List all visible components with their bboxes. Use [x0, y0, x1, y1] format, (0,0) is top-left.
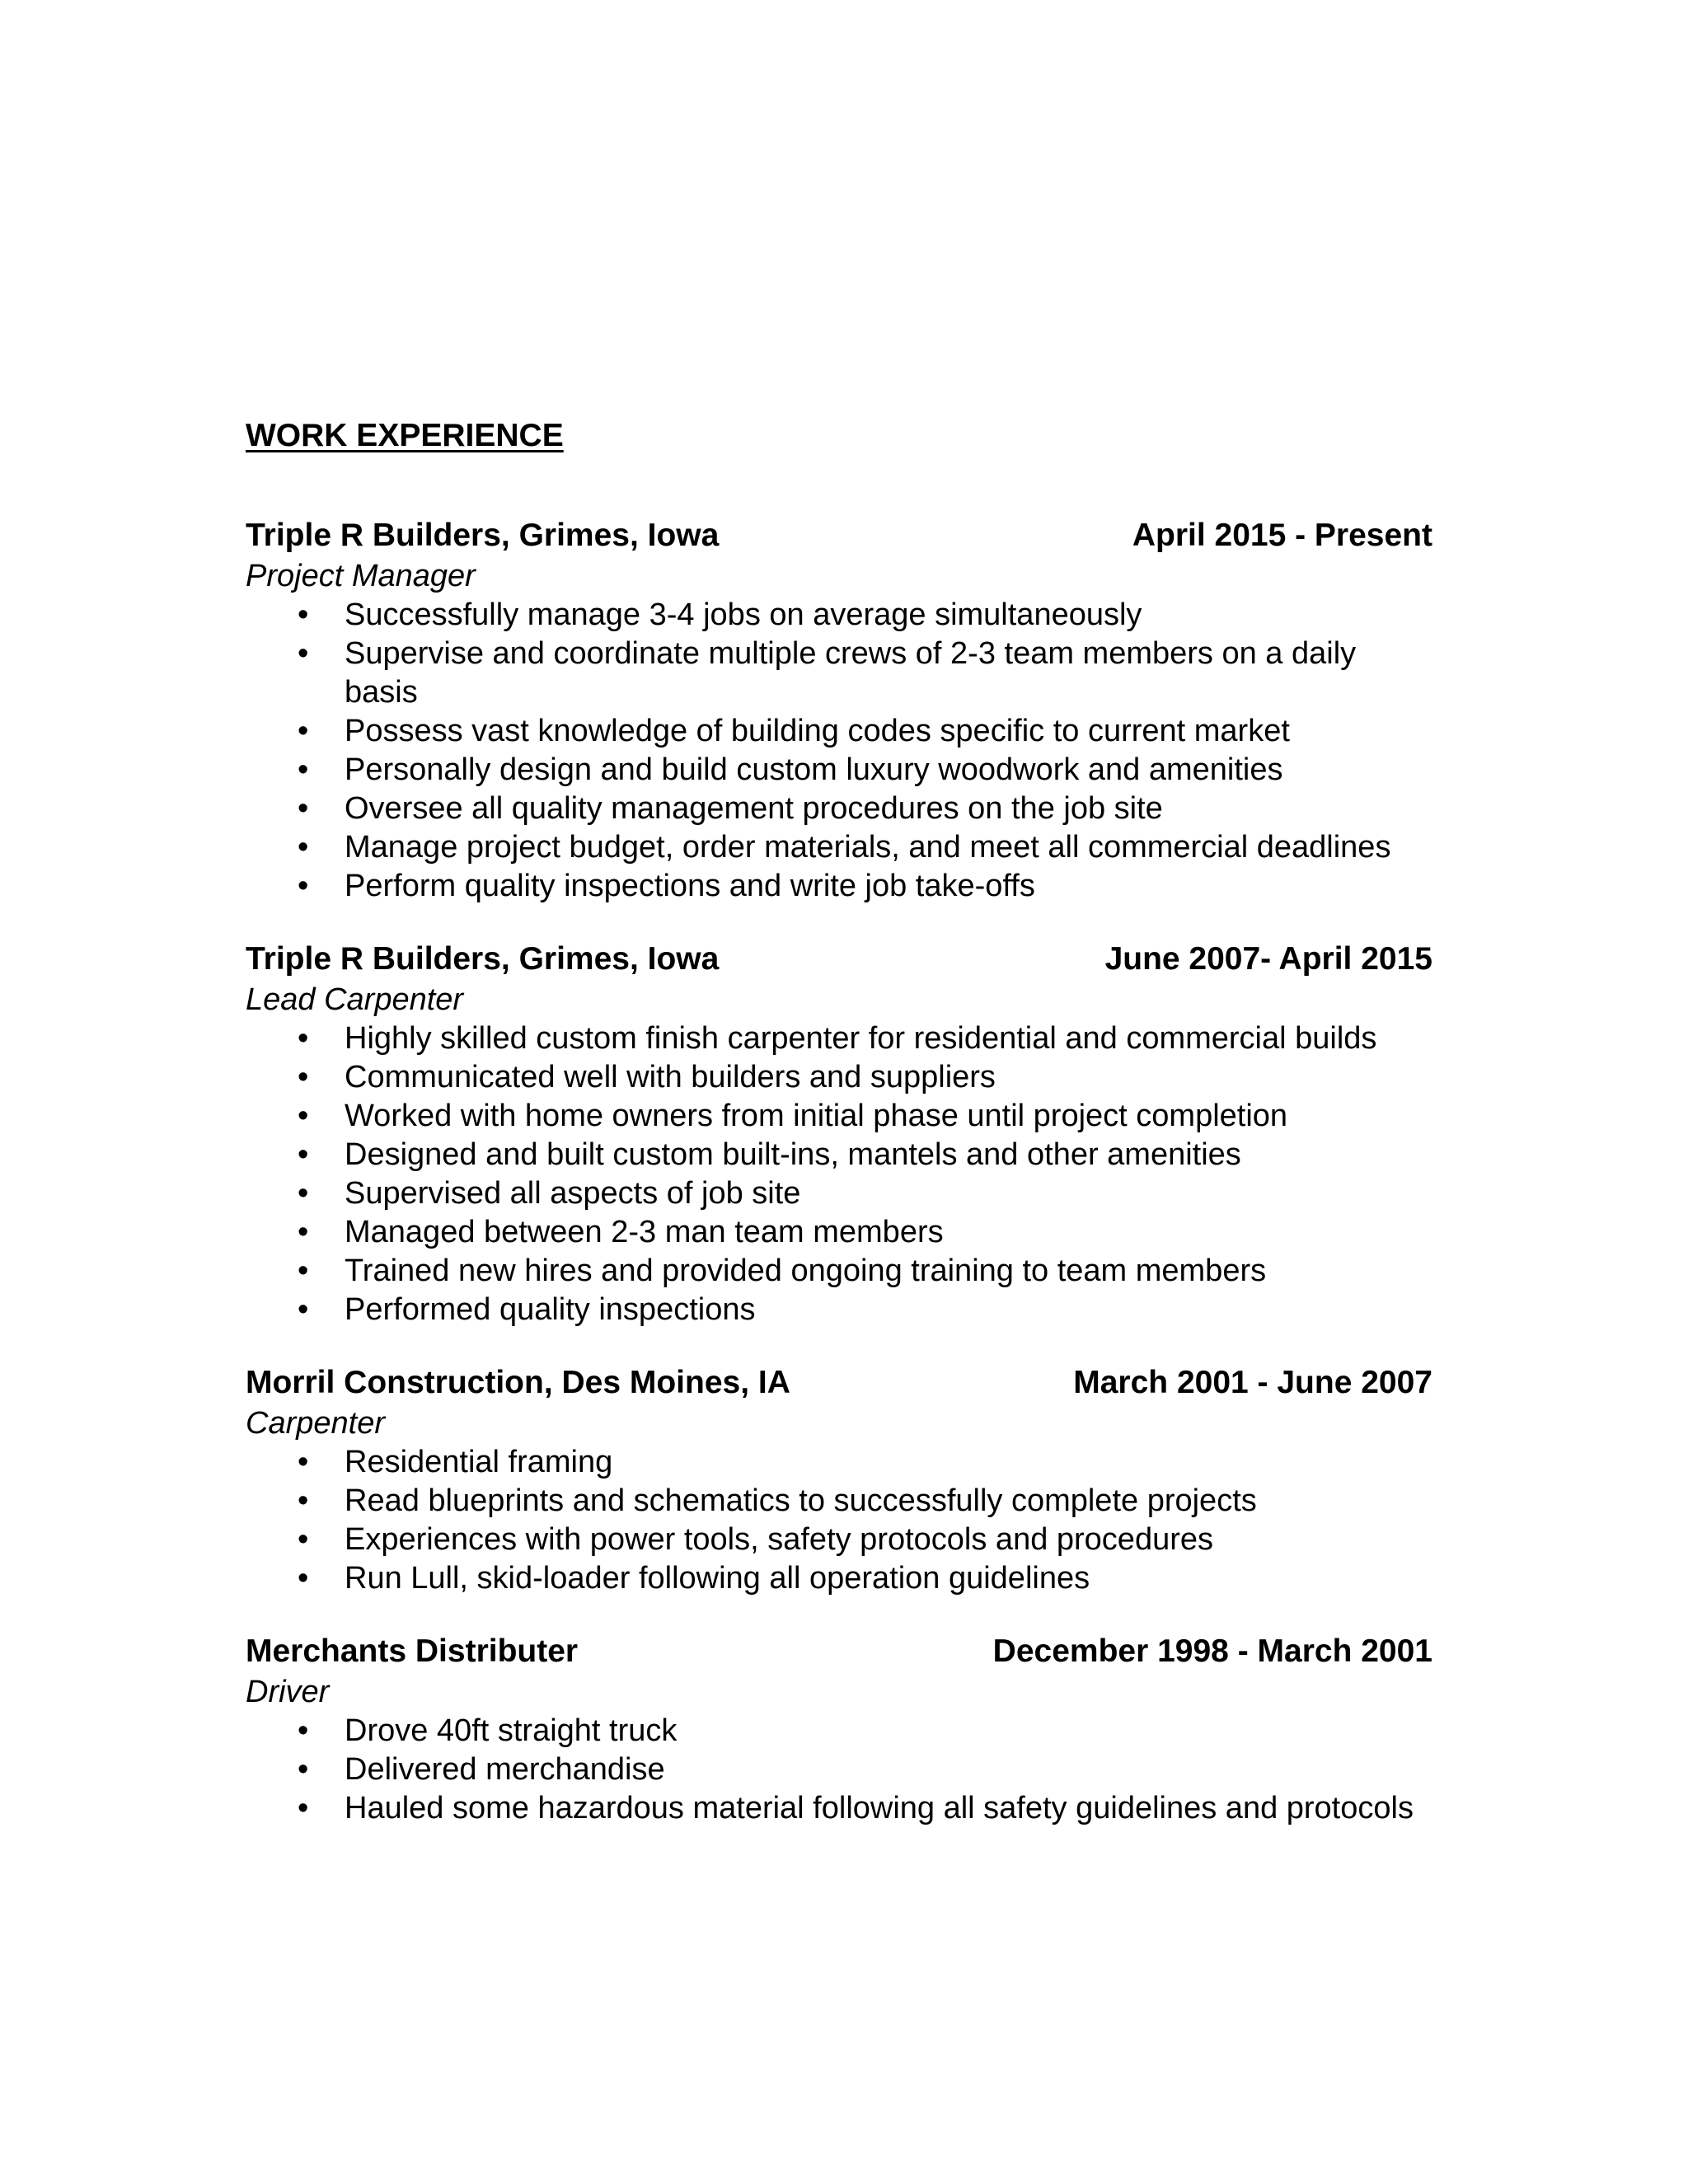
bullet-icon: •: [298, 1254, 309, 1288]
list-item: [246, 751, 1432, 790]
bullet-icon: •: [298, 1561, 309, 1596]
list-item: [246, 1058, 1432, 1097]
list-item: [246, 1252, 1432, 1291]
bullet-text: Experiences with power tools, safety protocols and procedures: [345, 1522, 1213, 1557]
job-title: Carpenter: [246, 1406, 385, 1441]
bullet-text: Run Lull, skid-loader following all operation guidelines: [345, 1561, 1090, 1596]
bullet-text: Personally design and build custom luxury woodwork and amenities: [345, 752, 1283, 787]
job-title: Lead Carpenter: [246, 982, 464, 1017]
list-item: [246, 635, 1432, 712]
job-header: [246, 1631, 1432, 1672]
bullet-text: Read blueprints and schematics to successfully complete projects: [345, 1483, 1257, 1518]
bullet-text: Supervised all aspects of job site: [345, 1176, 801, 1211]
bullet-text: Residential framing: [345, 1445, 613, 1479]
job-entry: [246, 1362, 1432, 1598]
job-dates: April 2015 - Present: [1132, 518, 1432, 553]
job-company: Morril Construction, Des Moines, IA: [246, 1365, 790, 1400]
bullet-icon: •: [298, 1713, 309, 1748]
bullet-text: Communicated well with builders and suppliers: [345, 1060, 996, 1094]
bullet-text: Oversee all quality management procedures on the job site: [345, 791, 1163, 826]
bullet-icon: •: [298, 1060, 309, 1094]
job-company: Triple R Builders, Grimes, Iowa: [246, 518, 720, 553]
job-header: [246, 1362, 1432, 1404]
bullet-icon: •: [298, 1137, 309, 1172]
bullet-icon: •: [298, 869, 309, 903]
job-header: [246, 939, 1432, 980]
list-item: [246, 1750, 1432, 1789]
job-entry: [246, 939, 1432, 1329]
bullet-text: Manage project budget, order materials, and meet all commercial deadlines: [345, 830, 1391, 865]
job-company: Merchants Distributer: [246, 1633, 579, 1669]
job-bullet-list: [246, 596, 1432, 906]
bullet-icon: •: [298, 1215, 309, 1249]
job-header: [246, 515, 1432, 556]
section-heading: WORK EXPERIENCE: [246, 418, 564, 453]
bullet-text: Drove 40ft straight truck: [345, 1713, 678, 1748]
bullet-text: Successfully manage 3-4 jobs on average simultaneously: [345, 598, 1142, 632]
job-company: Triple R Builders, Grimes, Iowa: [246, 941, 720, 977]
bullet-icon: •: [298, 830, 309, 865]
bullet-icon: •: [298, 1099, 309, 1133]
list-item: [246, 1174, 1432, 1213]
bullet-icon: •: [298, 791, 309, 826]
bullet-text: Supervise and coordinate multiple crews of 2-3 team members on a daily basis: [345, 636, 1357, 710]
bullet-icon: •: [298, 1021, 309, 1056]
job-dates: June 2007- April 2015: [1104, 941, 1432, 977]
bullet-text: Worked with home owners from initial phase until project completion: [345, 1099, 1288, 1133]
job-entry: [246, 1631, 1432, 1828]
list-item: [246, 596, 1432, 635]
bullet-text: Delivered merchandise: [345, 1752, 665, 1787]
bullet-icon: •: [298, 1292, 309, 1327]
list-item: [246, 1443, 1432, 1482]
list-item: [246, 1559, 1432, 1598]
resume-page: [246, 416, 1432, 1861]
bullet-icon: •: [298, 714, 309, 748]
bullet-text: Highly skilled custom finish carpenter for residential and commercial builds: [345, 1021, 1377, 1056]
job-dates: December 1998 - March 2001: [992, 1633, 1432, 1669]
list-item: [246, 712, 1432, 751]
bullet-icon: •: [298, 1176, 309, 1211]
bullet-text: Trained new hires and provided ongoing training to team members: [345, 1254, 1267, 1288]
list-item: [246, 867, 1432, 906]
job-title: Driver: [246, 1675, 330, 1709]
bullet-icon: •: [298, 636, 309, 671]
list-item: [246, 1712, 1432, 1750]
bullet-icon: •: [298, 1522, 309, 1557]
list-item: [246, 1482, 1432, 1521]
bullet-icon: •: [298, 1445, 309, 1479]
job-bullet-list: [246, 1443, 1432, 1598]
bullet-text: Performed quality inspections: [345, 1292, 756, 1327]
list-item: [246, 1019, 1432, 1058]
job-title: Project Manager: [246, 559, 476, 593]
bullet-icon: •: [298, 1483, 309, 1518]
job-dates: March 2001 - June 2007: [1073, 1365, 1432, 1400]
job-bullet-list: [246, 1019, 1432, 1329]
job-list: [246, 515, 1432, 1828]
bullet-text: Managed between 2-3 man team members: [345, 1215, 944, 1249]
bullet-icon: •: [298, 1752, 309, 1787]
bullet-icon: •: [298, 598, 309, 632]
list-item: [246, 1291, 1432, 1329]
list-item: [246, 828, 1432, 867]
bullet-text: Designed and built custom built-ins, mantels and other amenities: [345, 1137, 1241, 1172]
job-entry: [246, 515, 1432, 906]
bullet-text: Perform quality inspections and write job take-offs: [345, 869, 1035, 903]
list-item: [246, 1213, 1432, 1252]
bullet-icon: •: [298, 1791, 309, 1825]
list-item: [246, 790, 1432, 828]
list-item: [246, 1136, 1432, 1174]
list-item: [246, 1521, 1432, 1559]
list-item: [246, 1789, 1432, 1828]
bullet-icon: •: [298, 752, 309, 787]
job-bullet-list: [246, 1712, 1432, 1828]
list-item: [246, 1097, 1432, 1136]
bullet-text: Possess vast knowledge of building codes specific to current market: [345, 714, 1290, 748]
bullet-text: Hauled some hazardous material following all safety guidelines and protocols: [345, 1791, 1414, 1825]
